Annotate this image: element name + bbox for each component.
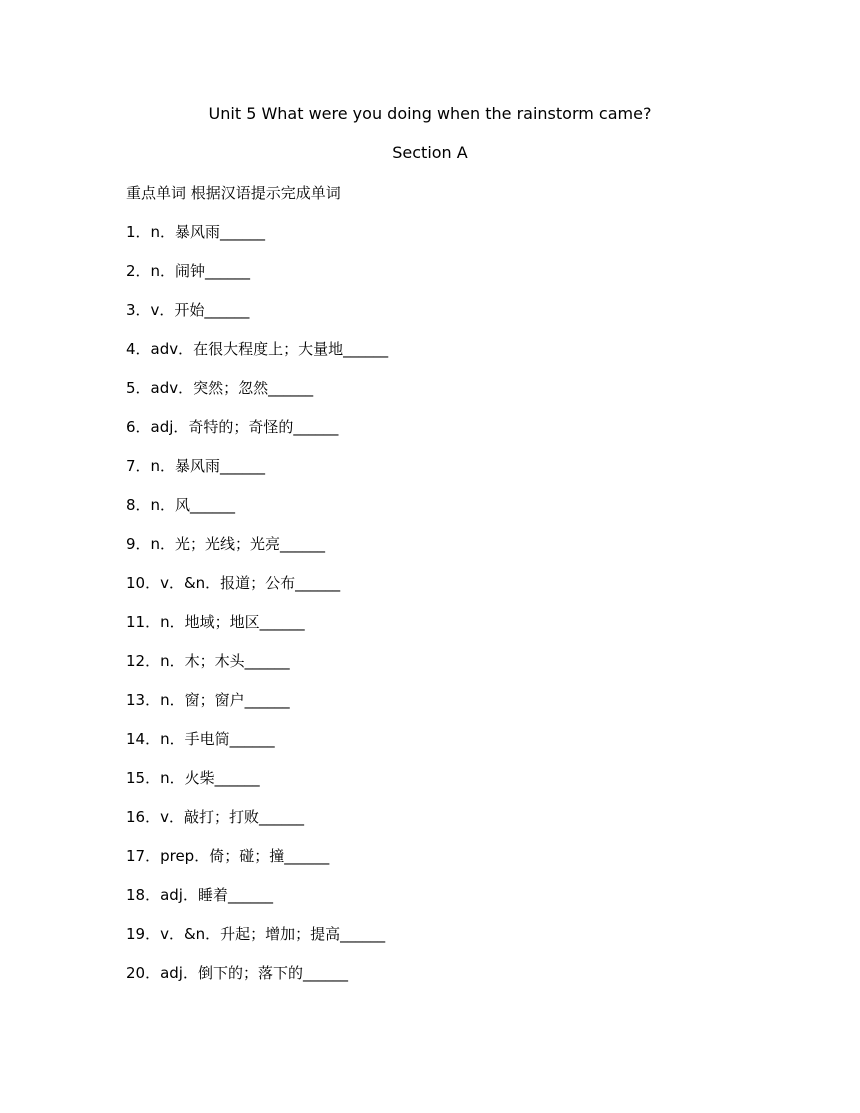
vocabulary-item: 7．n．暴风雨______ — [126, 457, 266, 475]
vocabulary-item: 4．adv．在很大程度上；大量地______ — [126, 340, 389, 358]
vocabulary-item: 11．n．地域；地区______ — [126, 613, 305, 631]
vocabulary-item: 6．adj．奇特的；奇怪的______ — [126, 418, 339, 436]
document-title: Unit 5 What were you doing when the rainstorm came? — [208, 104, 652, 123]
vocabulary-list — [126, 222, 388, 1002]
vocabulary-item: 10．v．&n．报道；公布______ — [126, 574, 341, 592]
vocabulary-item: 19．v．&n．升起；增加；提高______ — [126, 925, 386, 943]
vocabulary-item: 20．adj．倒下的；落下的______ — [126, 964, 348, 982]
vocabulary-item: 17．prep．倚；碰；撞______ — [126, 847, 330, 865]
vocabulary-item: 18．adj．睡着______ — [126, 886, 273, 904]
vocabulary-item: 5．adv．突然；忽然______ — [126, 379, 314, 397]
exercise-instruction: 重点单词 根据汉语提示完成单词 — [126, 184, 341, 202]
vocabulary-item: 14．n．手电筒______ — [126, 730, 275, 748]
vocabulary-item: 16．v．敲打；打败______ — [126, 808, 304, 826]
vocabulary-item: 8．n．风______ — [126, 496, 236, 514]
vocabulary-item: 2．n．闹钟______ — [126, 262, 251, 280]
section-heading: Section A — [392, 143, 468, 162]
vocabulary-item: 12．n．木；木头______ — [126, 652, 290, 670]
vocabulary-item: 13．n．窗；窗户______ — [126, 691, 290, 709]
vocabulary-item: 3．v．开始______ — [126, 301, 250, 319]
vocabulary-item: 15．n．火柴______ — [126, 769, 260, 787]
vocabulary-item: 9．n．光；光线；光亮______ — [126, 535, 326, 553]
vocabulary-item: 1．n．暴风雨______ — [126, 223, 266, 241]
